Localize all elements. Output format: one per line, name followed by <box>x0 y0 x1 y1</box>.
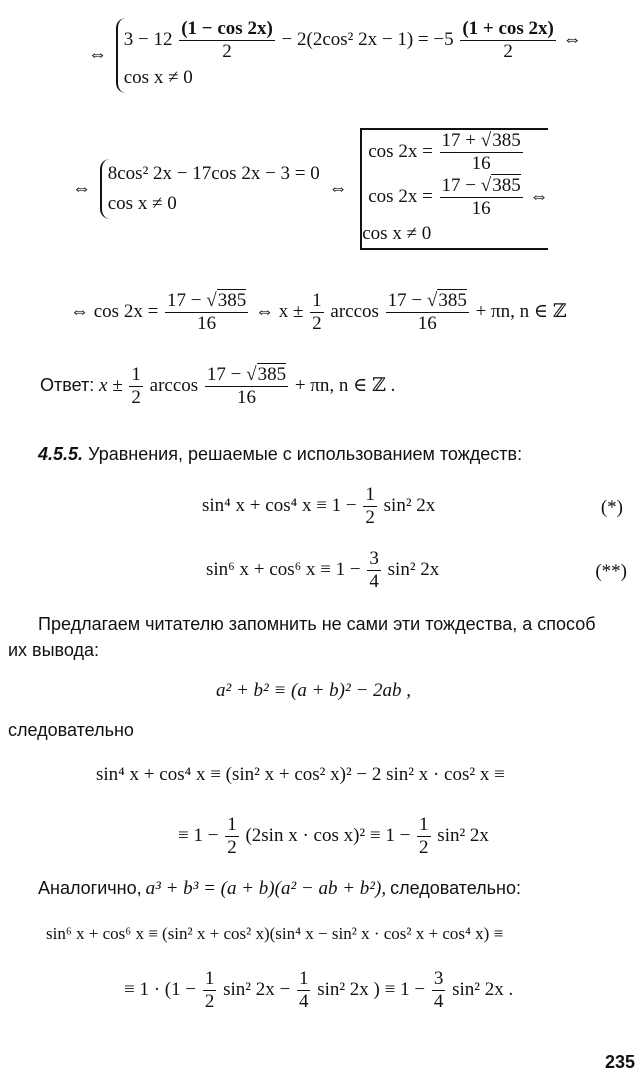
derivation-6-line-2: ≡ 1 · (1 − $\frac{1}{2}$ sin² 2x − $\frac{1}{4}$ sin² 2x ) ≡ 1 − $\frac{3}{4}$ sin² 2x . <box>124 968 514 1012</box>
identity-2-tag: (**) <box>595 561 627 582</box>
section-title: Уравнения, решаемые с использованием тождеств: <box>88 444 523 464</box>
identity-2: sin⁶ x + cos⁶ x ≡ 1 − $\frac{3}{4}$ sin² 2x <box>206 548 440 592</box>
brace-system: 8cos² 2x − 17cos 2x − 3 = 0 cos x ≠ 0 <box>100 159 320 219</box>
paragraph-line-2: их вывода: <box>8 640 100 660</box>
section-heading <box>38 444 641 465</box>
derivation-6-line-1: sin⁶ x + cos⁶ x ≡ (sin² x + cos² x)(sin⁴ x − sin² x · cos² x + cos⁴ x) ≡ <box>46 924 504 943</box>
page-number: 235 <box>604 1052 635 1072</box>
section-number: 4.5.5. <box>38 444 84 464</box>
identity-1-tag: (*) <box>600 497 623 518</box>
brace-system <box>116 18 582 93</box>
equation-3: ⇔ cos 2x = $\frac{17 - √385}{16}$ ⇔ x ± $\frac{1}{2}$ arccos $\frac{17 - √385}{16}$ + πn, n ∈ ℤ <box>70 290 567 334</box>
identity-1: sin⁴ x + cos⁴ x ≡ 1 − $\frac{1}{2}$ sin² 2x <box>202 484 436 528</box>
answer-label: Ответ: <box>40 374 95 395</box>
derivation-4-line-2: ≡ 1 − $\frac{1}{2}$ (2sin x · cos x)² ≡ 1 − $\frac{1}{2}$ sin² 2x <box>178 814 489 858</box>
hence-text: следовательно <box>8 720 134 740</box>
fraction: $\frac{(1 + \cos 2x)}{2}$ <box>462 18 554 62</box>
system-line-2: cos x ≠ 0 <box>123 67 193 88</box>
equation-system-2: ⇔ 8cos² 2x − 17cos 2x − 3 = 0 cos x ≠ 0 ⇔ cos 2x = $\frac{17 + √385}{16}$ cos 2x = $\frac{17 - √385}{16}$ ⇔ cos x ≠ 0 <box>72 128 641 250</box>
system-line-1: 3 − 12 $\frac{(1 - \cos 2x)}{2}$ − 2(2cos² 2x − 1) = −5 $\frac{(1 + \cos 2x)}{2}$ ⇔ <box>123 18 582 62</box>
option-2: cos 2x = $\frac{17 - √385}{16}$ ⇔ <box>368 175 549 219</box>
identity-sum-squares: a² + b² ≡ (a + b)² − 2ab , <box>216 680 412 701</box>
bracket-collection: cos 2x = $\frac{17 + √385}{16}$ cos 2x = $\frac{17 - √385}{16}$ ⇔ cos x ≠ 0 <box>360 128 548 250</box>
derivation-4-line-1: sin⁴ x + cos⁴ x ≡ (sin² x + cos² x)² − 2 sin² x · cos² x ≡ <box>96 764 505 785</box>
answer-line: Ответ: x ± $\frac{1}{2}$ arccos $\frac{17 - √385}{16}$ + πn, n ∈ ℤ . <box>40 364 396 408</box>
fraction: $\frac{(1 - \cos 2x)}{2}$ <box>181 18 273 62</box>
option-1: cos 2x = $\frac{17 + √385}{16}$ <box>368 130 521 174</box>
equation-system-1 <box>88 18 641 93</box>
paragraph-line-1: Предлагаем читателю запомнить не сами эти тождества, а способ <box>38 614 596 634</box>
analogy-line: Аналогично, a³ + b³ = (a + b)(a² − ab + b²), следовательно: <box>38 878 521 899</box>
equiv-symbol: ⇔ <box>88 43 107 65</box>
